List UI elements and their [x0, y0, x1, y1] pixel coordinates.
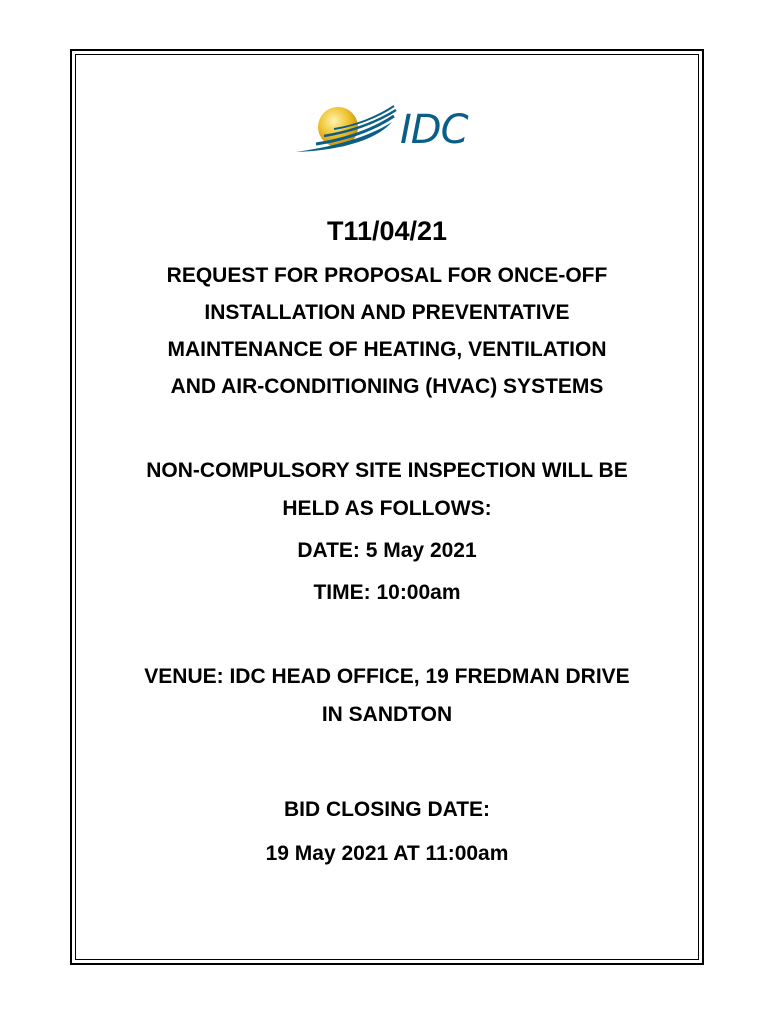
title-line: AND AIR-CONDITIONING (HVAC) SYSTEMS: [170, 375, 604, 398]
title-line: INSTALLATION AND PREVENTATIVE: [204, 301, 570, 324]
idc-sun-swoosh-logo-icon: [294, 100, 404, 162]
inspection-notice: [76, 452, 698, 528]
venue-line: IN SANDTON: [321, 703, 453, 726]
inspection-time: TIME: 10:00am: [313, 581, 461, 604]
bid-closing-label: BID CLOSING DATE:: [283, 798, 491, 821]
bid-closing-date: 19 May 2021 AT 11:00am: [265, 842, 509, 865]
title-line: REQUEST FOR PROPOSAL FOR ONCE-OFF: [166, 264, 608, 287]
venue-line: VENUE: IDC HEAD OFFICE, 19 FREDMAN DRIVE: [144, 665, 630, 688]
tender-reference: T11/04/21: [326, 216, 448, 246]
inspection-venue: [76, 658, 698, 734]
inspection-line: NON-COMPULSORY SITE INSPECTION WILL BE: [146, 459, 628, 482]
inspection-date: DATE: 5 May 2021: [297, 539, 477, 562]
title-line: MAINTENANCE OF HEATING, VENTILATION: [167, 338, 607, 361]
idc-logo: [294, 100, 484, 162]
logo-wordmark: IDC: [400, 107, 468, 153]
inspection-line: HELD AS FOLLOWS:: [282, 497, 492, 520]
proposal-title: [76, 257, 698, 405]
